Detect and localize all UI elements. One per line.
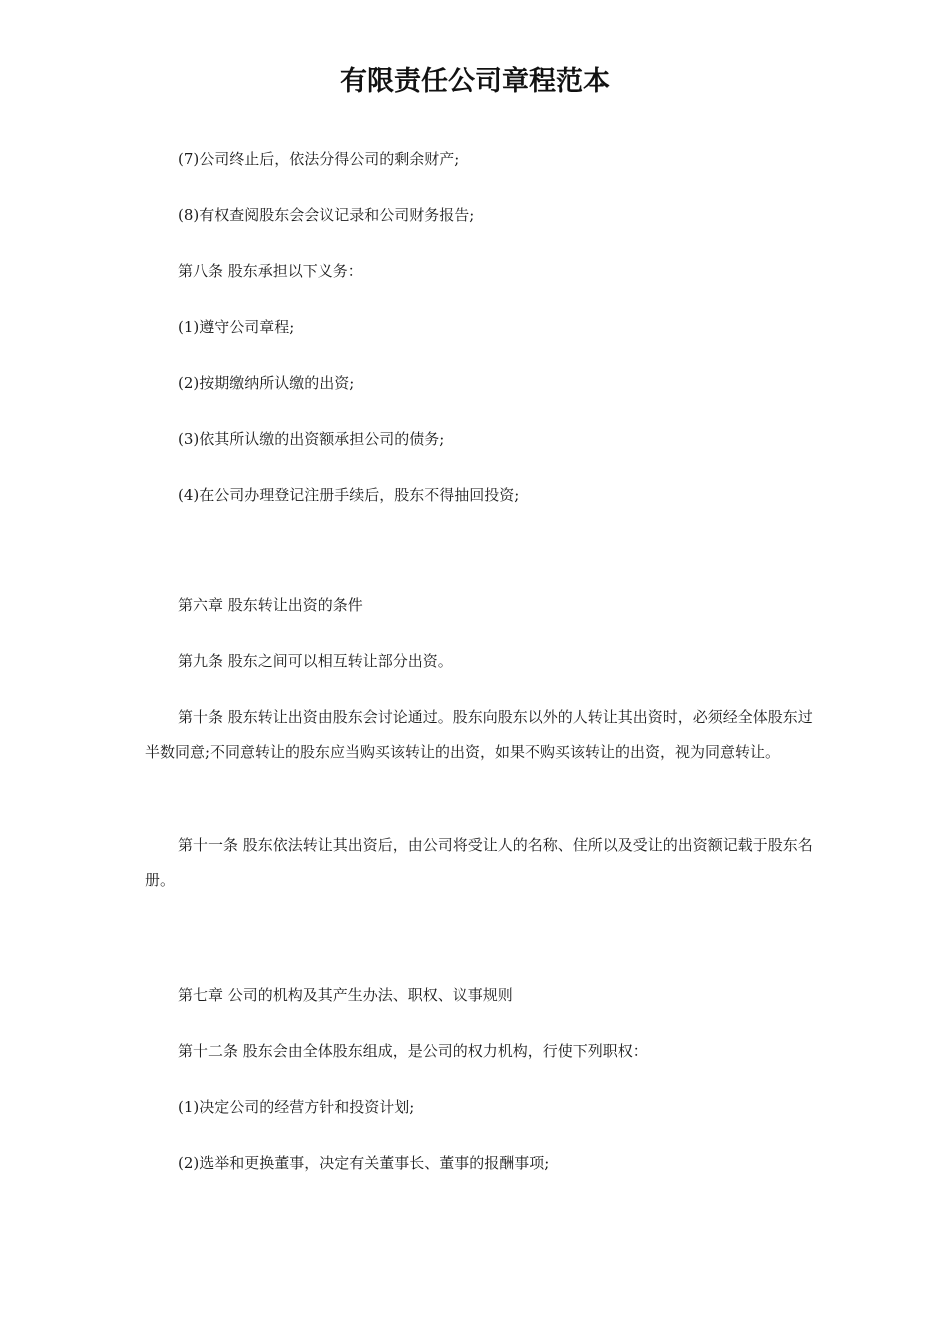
article-10: 第十条 股东转让出资由股东会讨论通过。股东向股东以外的人转让其出资时，必须经全体股东过半数同意;不同意转让的股东应当购买该转让的出资，如果不购买该转让的出资，视为同意转让。 (145, 708, 813, 761)
paragraph-power-1: (1)决定公司的经营方针和投资计划; (178, 1098, 415, 1116)
paragraph-right-8: (8)有权查阅股东会会议记录和公司财务报告; (178, 206, 475, 224)
chapter-7-heading: 第七章 公司的机构及其产生办法、职权、议事规则 (178, 986, 513, 1004)
paragraph-right-7: (7)公司终止后，依法分得公司的剩余财产; (178, 150, 460, 168)
paragraph-duty-1: (1)遵守公司章程; (178, 318, 295, 336)
paragraph-power-2: (2)选举和更换董事，决定有关董事长、董事的报酬事项; (178, 1154, 550, 1172)
paragraph-duty-2: (2)按期缴纳所认缴的出资; (178, 374, 355, 392)
paragraph-duty-4: (4)在公司办理登记注册手续后，股东不得抽回投资; (178, 486, 520, 504)
article-8-heading: 第八条 股东承担以下义务： (178, 262, 363, 280)
paragraph-duty-3: (3)依其所认缴的出资额承担公司的债务; (178, 430, 445, 448)
article-11: 第十一条 股东依法转让其出资后，由公司将受让人的名称、住所以及受让的出资额记载于股东名册。 (145, 836, 813, 889)
document-title: 有限责任公司章程范本 (340, 66, 610, 97)
chapter-6-heading: 第六章 股东转让出资的条件 (178, 596, 363, 614)
article-9: 第九条 股东之间可以相互转让部分出资。 (178, 652, 453, 670)
article-12: 第十二条 股东会由全体股东组成，是公司的权力机构，行使下列职权： (178, 1042, 648, 1060)
